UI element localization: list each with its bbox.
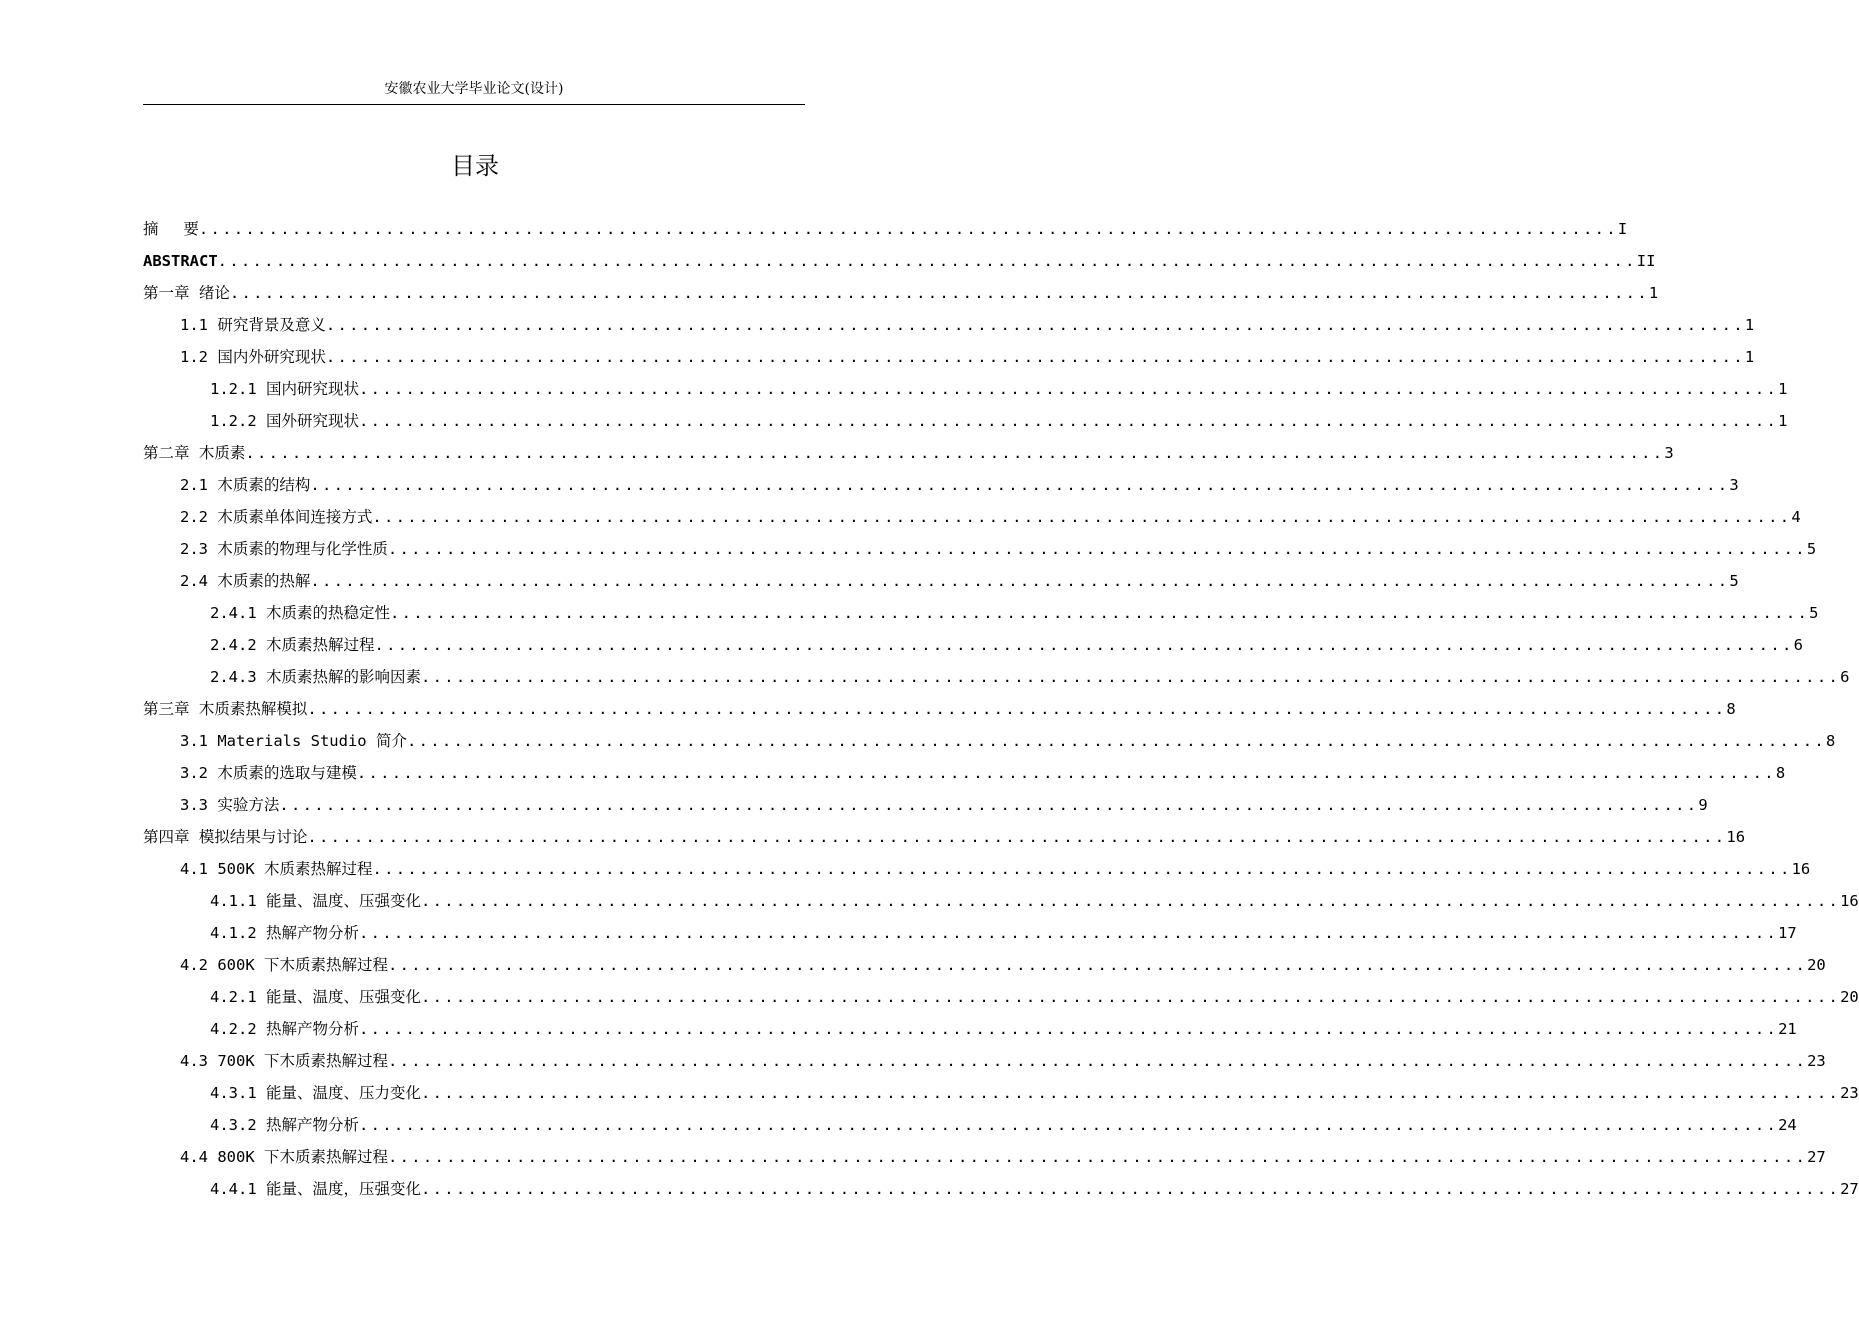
toc-dot-leader: .......................................................................................................................... bbox=[310, 572, 1730, 590]
toc-entry-page: 23 bbox=[1840, 1084, 1859, 1102]
toc-entry-label: 4.4 800K 下木质素热解过程 bbox=[180, 1148, 388, 1166]
toc-dot-leader: .......................................................................................................................... bbox=[388, 1148, 1808, 1166]
toc-entry-page: 27 bbox=[1840, 1180, 1859, 1198]
toc-entry-page: 3 bbox=[1664, 444, 1674, 462]
toc-entry-page: 1 bbox=[1778, 380, 1788, 398]
toc-entry[interactable] bbox=[143, 566, 1739, 598]
toc-entry[interactable] bbox=[143, 1078, 1859, 1110]
toc-entry-page: 5 bbox=[1806, 540, 1817, 558]
toc-entry[interactable] bbox=[143, 406, 1788, 438]
toc-entry[interactable] bbox=[143, 950, 1826, 982]
toc-dot-leader: .......................................................................................................................... bbox=[388, 1052, 1808, 1070]
toc-entry[interactable] bbox=[143, 1142, 1826, 1174]
toc-entry-label: 4.2 600K 下木质素热解过程 bbox=[180, 956, 388, 974]
toc-dot-leader: .......................................................................................................................... bbox=[217, 252, 1637, 270]
toc-dot-leader: .......................................................................................................................... bbox=[359, 380, 1779, 398]
toc-entry-page: 6 bbox=[1840, 668, 1850, 686]
toc-entry[interactable] bbox=[143, 758, 1786, 790]
toc-entry-label: 4.3.1 能量、温度、压力变化 bbox=[210, 1084, 421, 1102]
toc-entry-label: 2.4.2 木质素热解过程 bbox=[210, 636, 375, 654]
toc-entry-page: 8 bbox=[1726, 700, 1736, 718]
toc-dot-leader: .......................................................................................................................... bbox=[372, 860, 1792, 878]
toc-entry-label: 4.3 700K 下木质素热解过程 bbox=[180, 1052, 388, 1070]
toc-entry-label: 第二章 木质素 bbox=[143, 444, 246, 462]
toc-entry-label: 1.2.2 国外研究现状 bbox=[210, 412, 359, 430]
toc-entry[interactable] bbox=[143, 246, 1656, 278]
toc-entry-page: 9 bbox=[1698, 796, 1708, 814]
toc-dot-leader: .......................................................................................................................... bbox=[406, 732, 1827, 750]
toc-entry[interactable] bbox=[143, 374, 1788, 406]
toc-entry-page: 1 bbox=[1648, 284, 1659, 302]
toc-dot-leader: .......................................................................................................................... bbox=[307, 700, 1727, 718]
toc-entry-label: 2.1 木质素的结构 bbox=[180, 476, 311, 494]
toc-dot-leader: .......................................................................................................................... bbox=[387, 540, 1807, 558]
toc-entry-label: 2.3 木质素的物理与化学性质 bbox=[180, 540, 388, 558]
toc-entry[interactable] bbox=[143, 694, 1736, 726]
header-rule bbox=[143, 104, 805, 105]
toc-dot-leader: .......................................................................................................................... bbox=[374, 636, 1794, 654]
toc-entry[interactable] bbox=[143, 854, 1811, 886]
toc-entry-page: 20 bbox=[1807, 956, 1826, 974]
toc-entry-label: 3.1 Materials Studio 简介 bbox=[180, 732, 407, 750]
toc-entry-label: 摘 要 bbox=[143, 220, 199, 238]
toc-dot-leader: .......................................................................................................................... bbox=[421, 988, 1841, 1006]
toc-entry-label: 4.3.2 热解产物分析 bbox=[210, 1116, 359, 1134]
toc-entry-page: 20 bbox=[1840, 988, 1859, 1006]
toc-dot-leader: .......................................................................................................................... bbox=[359, 1020, 1779, 1038]
toc-dot-leader: .......................................................................................................................... bbox=[229, 284, 1649, 302]
toc-entry[interactable] bbox=[143, 278, 1659, 310]
toc-entry-label: 4.2.1 能量、温度、压强变化 bbox=[210, 988, 421, 1006]
toc-entry-label: ABSTRACT bbox=[143, 252, 218, 270]
toc-entry-label: 4.2.2 热解产物分析 bbox=[210, 1020, 359, 1038]
toc-entry[interactable] bbox=[143, 1014, 1797, 1046]
toc-dot-leader: .......................................................................................................................... bbox=[356, 764, 1776, 782]
toc-entry-label: 1.1 研究背景及意义 bbox=[180, 316, 326, 334]
toc-entry-label: 第一章 绪论 bbox=[143, 284, 230, 302]
toc-entry[interactable] bbox=[143, 982, 1859, 1014]
toc-entry-page: 1 bbox=[1744, 316, 1755, 334]
toc-entry-page: 1 bbox=[1744, 348, 1755, 366]
toc-entry-page: 23 bbox=[1807, 1052, 1826, 1070]
toc-dot-leader: .......................................................................................................................... bbox=[421, 892, 1841, 910]
toc-entry-page: I bbox=[1617, 220, 1628, 238]
toc-entry[interactable] bbox=[143, 918, 1797, 950]
toc-entry-label: 2.4 木质素的热解 bbox=[180, 572, 311, 590]
toc-entry-page: 3 bbox=[1729, 476, 1739, 494]
toc-dot-leader: .......................................................................................................................... bbox=[325, 348, 1745, 366]
toc-entry-page: 8 bbox=[1826, 732, 1836, 750]
toc-entry[interactable] bbox=[143, 598, 1819, 630]
toc-entry-page: 27 bbox=[1807, 1148, 1826, 1166]
toc-dot-leader: .......................................................................................................................... bbox=[279, 796, 1699, 814]
toc-entry[interactable] bbox=[143, 470, 1739, 502]
toc-entry-label: 3.3 实验方法 bbox=[180, 796, 280, 814]
toc-entry[interactable] bbox=[143, 662, 1850, 694]
running-header: 安徽农业大学毕业论文(设计) bbox=[384, 81, 564, 97]
toc-entry-page: 21 bbox=[1778, 1020, 1797, 1038]
toc-entry[interactable] bbox=[143, 1046, 1826, 1078]
toc-dot-leader: .......................................................................................................................... bbox=[359, 1116, 1779, 1134]
toc-entry[interactable] bbox=[143, 790, 1708, 822]
toc-entry[interactable] bbox=[143, 310, 1755, 342]
toc-entry-page: 16 bbox=[1840, 892, 1859, 910]
toc-dot-leader: .......................................................................................................................... bbox=[198, 220, 1618, 238]
toc-entry-label: 4.1 500K 木质素热解过程 bbox=[180, 860, 373, 878]
toc-entry[interactable] bbox=[143, 214, 1628, 246]
toc-dot-leader: .......................................................................................................................... bbox=[372, 508, 1792, 526]
toc-entry[interactable] bbox=[143, 1110, 1797, 1142]
toc-entry-label: 4.1.1 能量、温度、压强变化 bbox=[210, 892, 421, 910]
toc-entry-label: 2.4.1 木质素的热稳定性 bbox=[210, 604, 390, 622]
toc-entry[interactable] bbox=[143, 1174, 1859, 1206]
toc-title: 目录 bbox=[451, 152, 499, 180]
toc-dot-leader: .......................................................................................................................... bbox=[421, 1180, 1841, 1198]
table-of-contents bbox=[143, 214, 1859, 1206]
toc-entry[interactable] bbox=[143, 534, 1817, 566]
toc-entry-label: 2.4.3 木质素热解的影响因素 bbox=[210, 668, 421, 686]
toc-entry[interactable] bbox=[143, 886, 1859, 918]
toc-entry-page: 1 bbox=[1778, 412, 1788, 430]
toc-entry[interactable] bbox=[143, 342, 1755, 374]
toc-entry-page: 5 bbox=[1729, 572, 1739, 590]
toc-entry[interactable] bbox=[143, 438, 1674, 470]
toc-dot-leader: .......................................................................................................................... bbox=[307, 828, 1727, 846]
toc-entry-page: 17 bbox=[1778, 924, 1797, 942]
toc-entry-page: 6 bbox=[1793, 636, 1803, 654]
toc-entry[interactable] bbox=[143, 726, 1836, 758]
toc-entry-label: 4.1.2 热解产物分析 bbox=[210, 924, 359, 942]
toc-dot-leader: .......................................................................................................................... bbox=[421, 668, 1841, 686]
toc-entry-page: II bbox=[1636, 252, 1656, 270]
toc-entry[interactable] bbox=[143, 502, 1801, 534]
toc-entry-page: 4 bbox=[1791, 508, 1801, 526]
toc-entry[interactable] bbox=[143, 822, 1746, 854]
toc-entry-page: 5 bbox=[1809, 604, 1819, 622]
toc-dot-leader: .......................................................................................................................... bbox=[245, 444, 1665, 462]
toc-entry-page: 8 bbox=[1775, 764, 1786, 782]
toc-entry-label: 1.2.1 国内研究现状 bbox=[210, 380, 359, 398]
toc-dot-leader: .......................................................................................................................... bbox=[421, 1084, 1841, 1102]
toc-entry-label: 1.2 国内外研究现状 bbox=[180, 348, 326, 366]
toc-dot-leader: .......................................................................................................................... bbox=[390, 604, 1810, 622]
toc-entry-label: 第四章 模拟结果与讨论 bbox=[143, 828, 308, 846]
toc-entry-page: 16 bbox=[1726, 828, 1746, 846]
toc-entry-page: 16 bbox=[1791, 860, 1811, 878]
toc-dot-leader: .......................................................................................................................... bbox=[388, 956, 1808, 974]
toc-entry-label: 3.2 木质素的选取与建模 bbox=[180, 764, 357, 782]
toc-entry-page: 24 bbox=[1778, 1116, 1797, 1134]
toc-entry-label: 2.2 木质素单体间连接方式 bbox=[180, 508, 373, 526]
toc-dot-leader: .......................................................................................................................... bbox=[310, 476, 1730, 494]
toc-entry[interactable] bbox=[143, 630, 1803, 662]
toc-entry-label: 4.4.1 能量、温度，压强变化 bbox=[210, 1180, 421, 1198]
toc-dot-leader: .......................................................................................................................... bbox=[359, 412, 1779, 430]
toc-entry-label: 第三章 木质素热解模拟 bbox=[143, 700, 308, 718]
toc-dot-leader: .......................................................................................................................... bbox=[325, 316, 1745, 334]
toc-dot-leader: .......................................................................................................................... bbox=[359, 924, 1779, 942]
